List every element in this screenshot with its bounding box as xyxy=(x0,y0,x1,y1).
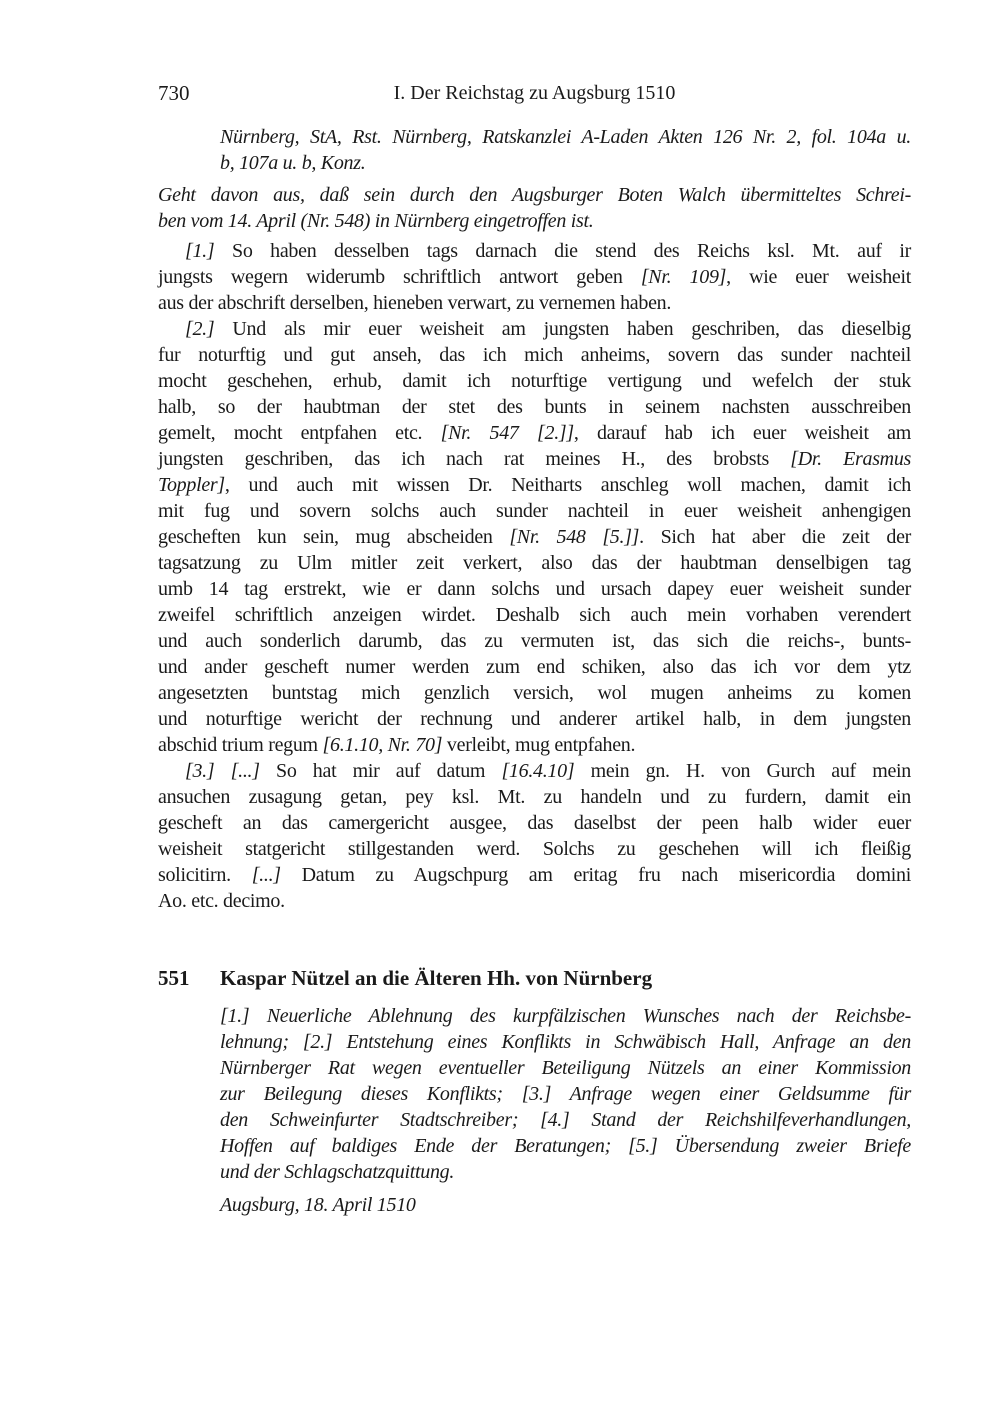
text-run: angesetzten buntstag mich genzlich versich, wol mugen anheims zu komen xyxy=(158,682,911,704)
editorial-note: [Dr. Erasmus xyxy=(790,448,912,470)
editorial-note: [Nr. 547 [2.]] xyxy=(440,422,574,444)
text-run: So haben desselben tags darnach die stend des Reichs ksl. Mt. auf ir xyxy=(214,240,911,262)
text-line xyxy=(158,238,911,264)
text-line xyxy=(158,264,911,290)
text-run: So hat mir auf datum xyxy=(259,760,502,782)
text-run: jungsts wegern widerumb schriftlich antwort geben xyxy=(158,266,641,288)
text-run: mein gn. H. von Gurch auf mein xyxy=(574,760,911,782)
text-run: Und als mir euer weisheit am jungsten haben geschriben, das dieselbig xyxy=(214,318,911,340)
text-run: zweifel schriftlich anzeigen wirdet. Deshalb sich auch mein vorhaben verendert xyxy=(158,604,911,626)
entry-summary xyxy=(220,1003,911,1185)
text-run: fur noturftig und gut anseh, das ich mich anheims, sovern das sunder nachteil xyxy=(158,344,911,366)
text-line xyxy=(158,862,911,888)
text-run: tagsatzung zu Ulm mitler zeit verkert, also das der haubtman denselbigen tag xyxy=(158,552,911,574)
text-line xyxy=(158,316,911,342)
text-line xyxy=(158,836,911,862)
text-line xyxy=(220,1029,911,1055)
text-line xyxy=(158,888,911,914)
entry-heading xyxy=(158,963,911,993)
text-run: , und auch mit wissen Dr. Neitharts anschleg woll machen, damit ich xyxy=(224,474,911,496)
text-line xyxy=(220,1081,911,1107)
text-line xyxy=(158,208,911,234)
body-paragraph-3 xyxy=(158,758,911,914)
text-run: und der Schlagschatzquittung. xyxy=(220,1161,455,1183)
text-run: und ander gescheft numer werden zum end schiken, also das ich vor dem ytz xyxy=(158,656,911,678)
text-run: Geht davon aus, daß sein durch den Augsburger Boten Walch übermitteltes Schrei- xyxy=(158,184,911,206)
text-line xyxy=(158,446,911,472)
text-line xyxy=(158,576,911,602)
text-run: zur Beilegung dieses Konflikts; [3.] Anfrage wegen einer Geldsumme für xyxy=(220,1083,911,1105)
text-line xyxy=(220,124,911,150)
text-line xyxy=(220,1133,911,1159)
entry-title: Kaspar Nützel an die Älteren Hh. von Nürnberg xyxy=(220,966,653,990)
letter-body xyxy=(158,238,911,914)
text-run: solicitirn. xyxy=(158,864,252,886)
text-column xyxy=(158,80,911,1218)
editorial-note: [1.] xyxy=(185,240,215,262)
editorial-note: [6.1.10, Nr. 70] xyxy=(322,734,443,756)
text-run: [1.] Neuerliche Ablehnung des kurpfälzischen Wunsches nach der Reichsbe- xyxy=(220,1005,911,1027)
text-line xyxy=(158,342,911,368)
text-line xyxy=(220,1159,911,1185)
text-run: ansuchen zusagung getan, pey ksl. Mt. zu handeln und zu furdern, damit ein xyxy=(158,786,911,808)
text-run: ben vom 14. April (Nr. 548) in Nürnberg eingetroffen ist. xyxy=(158,210,594,232)
text-run: Hoffen auf baldiges Ende der Beratungen; [5.] Übersendung zweier Briefe xyxy=(220,1135,911,1157)
text-line xyxy=(158,498,911,524)
body-paragraph-2 xyxy=(158,316,911,758)
text-line xyxy=(158,420,911,446)
text-run: Nürnberger Rat wegen eventueller Beteiligung Nützels an einer Kommission xyxy=(220,1057,911,1079)
regest-summary xyxy=(158,182,911,234)
text-run: aus der abschrift derselben, hieneben verwart, zu vernemen haben. xyxy=(158,292,672,314)
text-run: halb, so der haubtman der stet des bunts in seinem nachsten ausschreiben xyxy=(158,396,911,418)
archive-reference xyxy=(220,124,911,176)
text-line xyxy=(220,1003,911,1029)
text-run: weisheit statgericht stillgestanden werd. Solchs zu geschehen will ich fleißig xyxy=(158,838,911,860)
text-run: und auch sonderlich darumb, das zu vermuten ist, das sich die reichs-, bunts- xyxy=(158,630,911,652)
text-run: gescheften kun sein, mug abscheiden xyxy=(158,526,510,548)
text-run: umb 14 tag erstrekt, wie er dann solchs und ursach dapey euer weisheit sunder xyxy=(158,578,911,600)
text-run: Nürnberg, StA, Rst. Nürnberg, Ratskanzlei A-Laden Akten 126 Nr. 2, fol. 104a u. xyxy=(220,126,911,148)
text-line xyxy=(158,472,911,498)
text-line xyxy=(158,550,911,576)
page-header xyxy=(158,80,911,106)
text-run: Datum zu Augschpurg am eritag fru nach misericordia domini xyxy=(280,864,911,886)
text-run: mocht geschehen, erhub, damit ich noturftige vertigung und wefelch der stuk xyxy=(158,370,911,392)
text-line xyxy=(158,706,911,732)
text-line xyxy=(158,602,911,628)
text-run: . Sich hat aber die zeit der xyxy=(639,526,912,548)
page-number: 730 xyxy=(158,81,190,105)
text-line xyxy=(158,628,911,654)
text-line xyxy=(158,758,911,784)
body-paragraph-1 xyxy=(158,238,911,316)
editorial-note: [...] xyxy=(251,864,281,886)
text-run: mit fug und sovern solchs auch sunder nachteil in euer weisheit anhengigen xyxy=(158,500,911,522)
editorial-note: [16.4.10] xyxy=(501,760,575,782)
editorial-note: [3.] [...] xyxy=(185,760,260,782)
editorial-note: [Nr. 109] xyxy=(640,266,727,288)
text-run: Ao. etc. decimo. xyxy=(158,890,285,912)
text-run: , wie euer weisheit xyxy=(726,266,911,288)
text-run: , darauf hab ich euer weisheit am xyxy=(573,422,912,444)
text-line xyxy=(158,784,911,810)
text-line xyxy=(158,368,911,394)
text-run: und noturftige wericht der rechnung und anderer artikel halb, in dem jungsten xyxy=(158,708,911,730)
text-line xyxy=(220,1107,911,1133)
text-line xyxy=(158,654,911,680)
text-run: verleibt, mug entpfahen. xyxy=(442,734,636,756)
text-line xyxy=(158,182,911,208)
text-line xyxy=(220,150,911,176)
text-run: lehnung; [2.] Entstehung eines Konflikts in Schwäbisch Hall, Anfrage an den xyxy=(220,1031,911,1053)
text-line xyxy=(158,680,911,706)
entry-number: 551 xyxy=(158,966,190,990)
text-line xyxy=(158,524,911,550)
editorial-note: [Nr. 548 [5.]] xyxy=(509,526,640,548)
text-line xyxy=(158,290,911,316)
text-run: jungsten geschriben, das ich nach rat meines H., des brobsts xyxy=(158,448,791,470)
editorial-note: [2.] xyxy=(185,318,215,340)
text-line xyxy=(158,810,911,836)
text-run: abschid trium regum xyxy=(158,734,323,756)
entry-date: Augsburg, 18. April 1510 xyxy=(220,1194,416,1216)
text-line xyxy=(220,1055,911,1081)
running-title: I. Der Reichstag zu Augsburg 1510 xyxy=(393,82,676,104)
text-line xyxy=(158,732,911,758)
text-line xyxy=(158,394,911,420)
text-run: b, 107a u. b, Konz. xyxy=(220,152,366,174)
editorial-note: Toppler] xyxy=(158,474,225,496)
text-run: gemelt, mocht entpfahen etc. xyxy=(158,422,441,444)
text-run: den Schweinfurter Stadtschreiber; [4.] Stand der Reichshilfeverhandlungen, xyxy=(220,1109,911,1131)
text-run: gescheft an das camergericht ausgee, das daselbst der peen halb wider euer xyxy=(158,812,911,834)
